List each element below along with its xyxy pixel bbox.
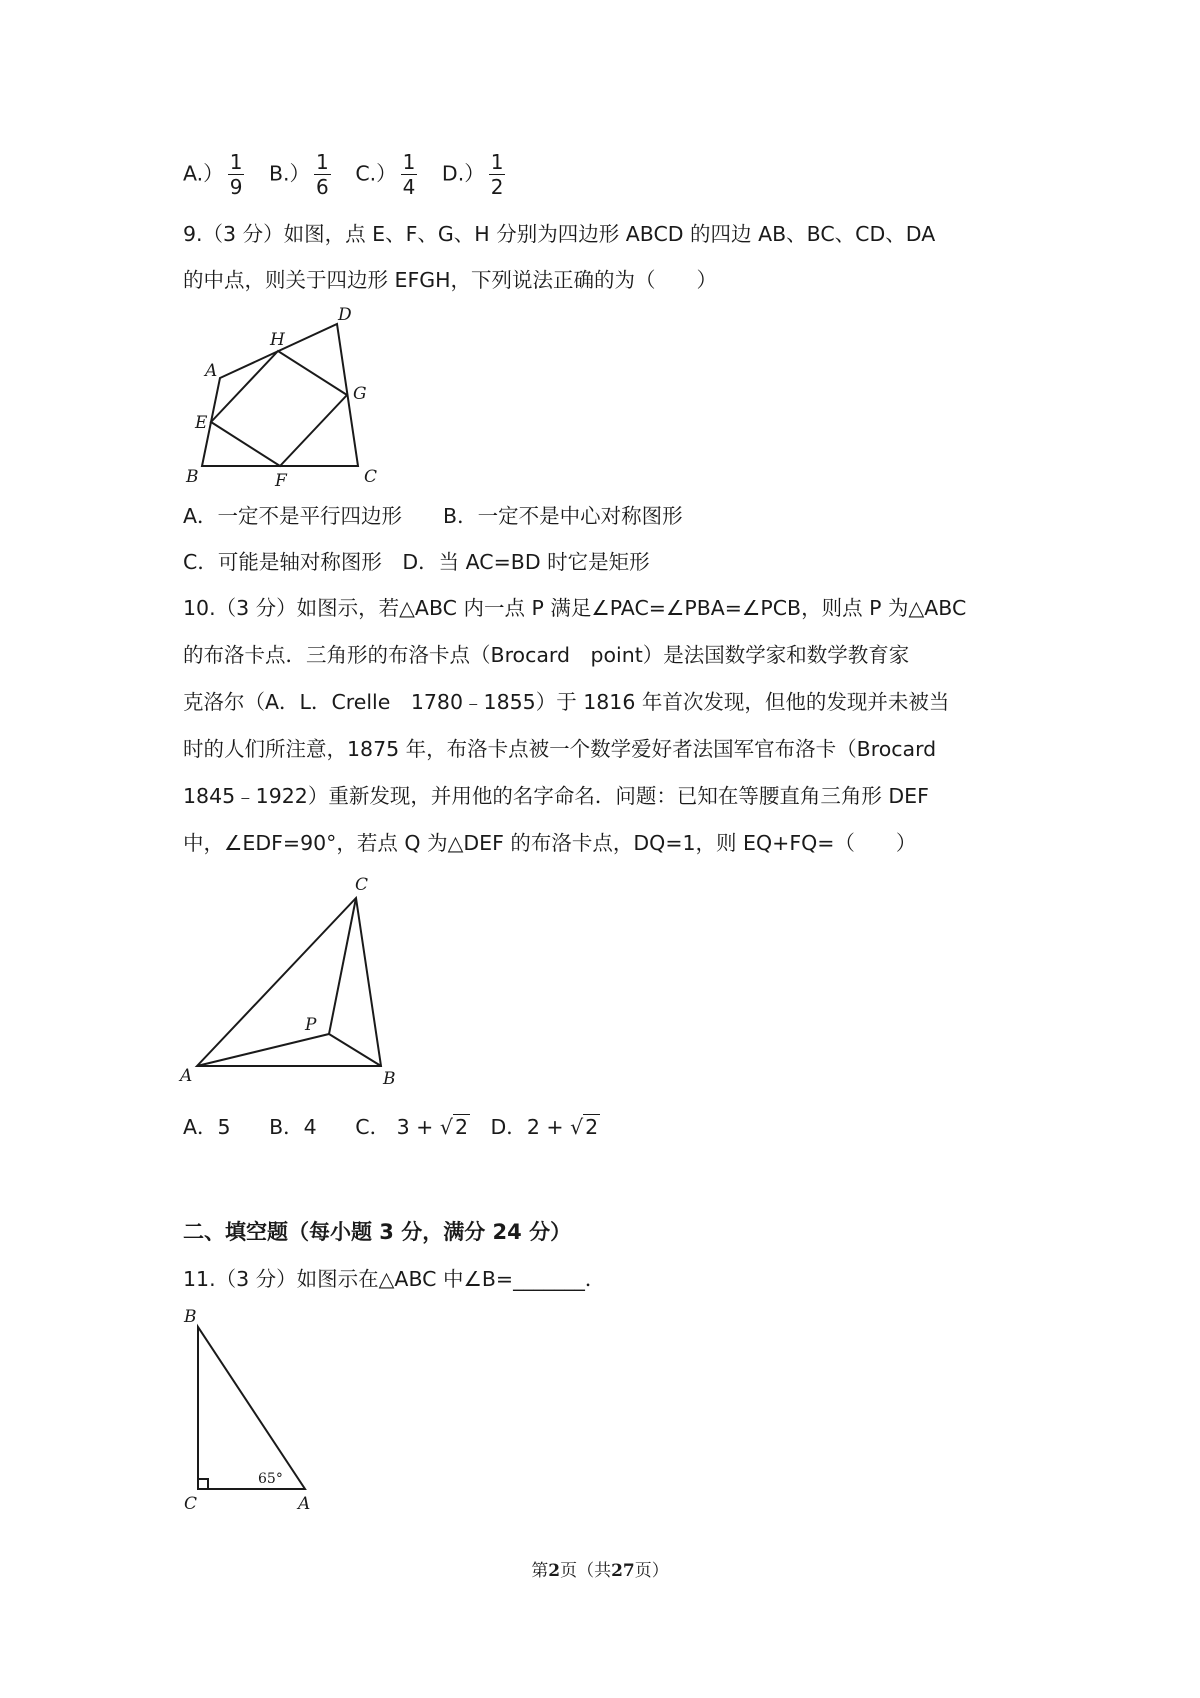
q9-label-a: A — [205, 361, 218, 381]
q10-option-a: A．5 — [183, 1115, 231, 1139]
q10-figure — [175, 870, 415, 1090]
q10-stem-line-3: 克洛尔（A．L．Crelle 1780﹣1855）于 1816 年首次发现，但他的发现并未被当 — [183, 690, 950, 714]
q8-option-b: B.） $\frac{1}{6}$ — [268, 150, 329, 199]
q9-figure — [180, 300, 420, 490]
q11-figure — [180, 1305, 330, 1515]
q11-right-angle-mark — [198, 1479, 208, 1489]
q9-label-d: D — [338, 305, 352, 325]
q9-label-f: F — [275, 471, 287, 490]
q10-segment-bp — [329, 1034, 381, 1066]
q11-label-a: A — [298, 1494, 311, 1514]
q10-option-b: B．4 — [269, 1115, 317, 1139]
q9-label-h: H — [270, 330, 285, 350]
q9-stem-line-1: 9.（3 分）如图，点 E、F、G、H 分别为四边形 ABCD 的四边 AB、BC、CD、DA — [183, 222, 936, 246]
q10-stem-line-2: 的布洛卡点．三角形的布洛卡点（Brocard point）是法国数学家和数学教育家 — [183, 643, 910, 667]
q10-stem-line-1: 10.（3 分）如图示，若△ABC 内一点 P 满足∠PAC=∠PBA=∠PCB，则点 P 为△ABC — [183, 596, 967, 620]
q10-stem-line-4: 时的人们所注意，1875 年，布洛卡点被一个数学爱好者法国军官布洛卡（Brocard — [183, 737, 937, 761]
footer-page-number: 2 — [548, 1561, 561, 1581]
q10-option-c: C． 3 + √2 — [355, 1115, 468, 1139]
q10-segment-cp — [329, 898, 356, 1034]
q10-options — [183, 1113, 614, 1141]
q10-label-p: P — [305, 1015, 317, 1035]
q9-label-g: G — [353, 384, 367, 404]
q8-option-d: D.） $\frac{1}{2}$ — [441, 150, 504, 199]
q10-label-c: C — [355, 875, 369, 895]
q10-stem-line-5: 1845﹣1922）重新发现，并用他的名字命名．问题：已知在等腰直角三角形 DEF — [183, 784, 929, 808]
q11-angle-label: 65° — [258, 1471, 283, 1487]
q10-segment-ap — [197, 1034, 329, 1066]
q9-label-b: B — [186, 467, 199, 487]
q10-label-b: B — [383, 1069, 396, 1089]
q8-option-a: A.） $\frac{1}{9}$ — [183, 150, 243, 199]
q11-label-b: B — [184, 1307, 197, 1327]
page-footer: 第2页（共27页） — [531, 1561, 669, 1581]
q9-label-e: E — [195, 413, 208, 433]
q10-triangle-abc — [197, 898, 381, 1066]
q11-stem: 11.（3 分）如图示在△ABC 中∠B=_______． — [183, 1267, 606, 1291]
q11-label-c: C — [184, 1494, 198, 1514]
q9-options-line-1: A．一定不是平行四边形 B．一定不是中心对称图形 — [183, 504, 683, 528]
footer-total-pages: 27 — [611, 1561, 635, 1581]
q9-label-c: C — [364, 467, 378, 487]
q10-option-d: D．2 + √2 — [490, 1115, 599, 1139]
q8-option-c: C.） $\frac{1}{4}$ — [355, 150, 416, 199]
q8-options — [183, 150, 523, 199]
section-2-heading: 二、填空题（每小题 3 分，满分 24 分） — [183, 1220, 572, 1244]
q11-triangle-abc — [198, 1327, 305, 1489]
q9-stem-line-2: 的中点，则关于四边形 EFGH，下列说法正确的为（ ） — [183, 268, 718, 292]
q10-stem-line-6: 中，∠EDF=90°，若点 Q 为△DEF 的布洛卡点，DQ=1，则 EQ+FQ=（ ） — [183, 831, 917, 855]
q10-label-a: A — [180, 1066, 193, 1086]
q9-options-line-2: C．可能是轴对称图形 D．当 AC=BD 时它是矩形 — [183, 550, 650, 574]
q9-quadrilateral-efgh — [211, 351, 347, 466]
